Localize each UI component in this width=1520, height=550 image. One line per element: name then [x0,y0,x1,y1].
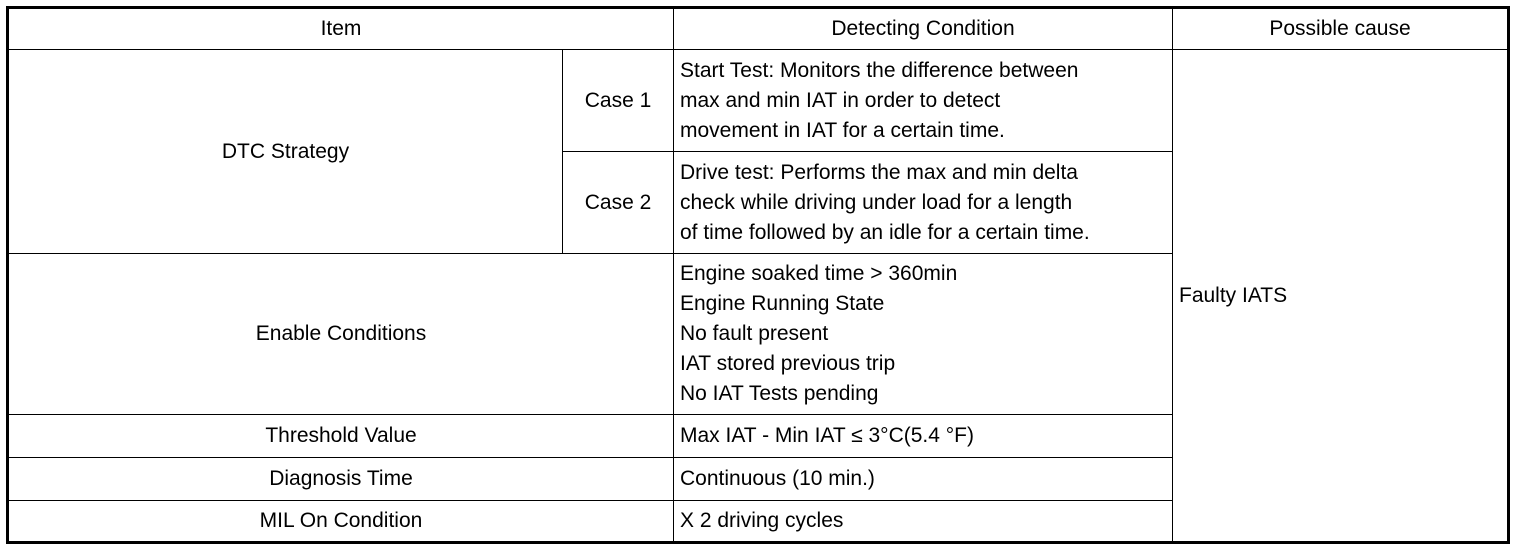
enable-condition-line: Engine Running State [680,292,885,315]
case2-detecting-condition [674,152,1173,254]
case1-line: movement in IAT for a certain time. [680,118,1005,142]
header-detecting-condition: Detecting Condition [674,8,1173,50]
enable-condition-line: No IAT Tests pending [680,382,879,405]
case1-line: Start Test: Monitors the difference between [680,58,1079,82]
case2-line: of time followed by an idle for a certain time. [680,220,1090,244]
case1-detecting-condition [674,50,1173,152]
table-row [8,50,1509,152]
threshold-value-label: Threshold Value [8,415,674,458]
enable-condition-line: No fault present [680,322,829,345]
possible-cause-value: Faulty IATS [1173,50,1509,543]
dtc-table [6,6,1510,544]
enable-conditions-value [674,254,1173,415]
header-possible-cause: Possible cause [1173,8,1509,50]
dtc-strategy-label: DTC Strategy [8,50,563,254]
mil-on-condition-value: X 2 driving cycles [674,501,1173,543]
case1-line: max and min IAT in order to detect [680,88,1001,112]
enable-condition-line: IAT stored previous trip [680,352,896,375]
threshold-value: Max IAT - Min IAT ≤ 3°C(5.4 °F) [674,415,1173,458]
table-header-row [8,8,1509,50]
header-item: Item [8,8,674,50]
case2-label: Case 2 [563,152,674,254]
enable-condition-line: Engine soaked time > 360min [680,262,958,285]
diagnosis-time-label: Diagnosis Time [8,458,674,501]
mil-on-condition-label: MIL On Condition [8,501,674,543]
case2-line: Drive test: Performs the max and min delta [680,160,1078,184]
diagnosis-time-value: Continuous (10 min.) [674,458,1173,501]
enable-conditions-label: Enable Conditions [8,254,674,415]
case1-label: Case 1 [563,50,674,152]
case2-line: check while driving under load for a length [680,190,1073,214]
